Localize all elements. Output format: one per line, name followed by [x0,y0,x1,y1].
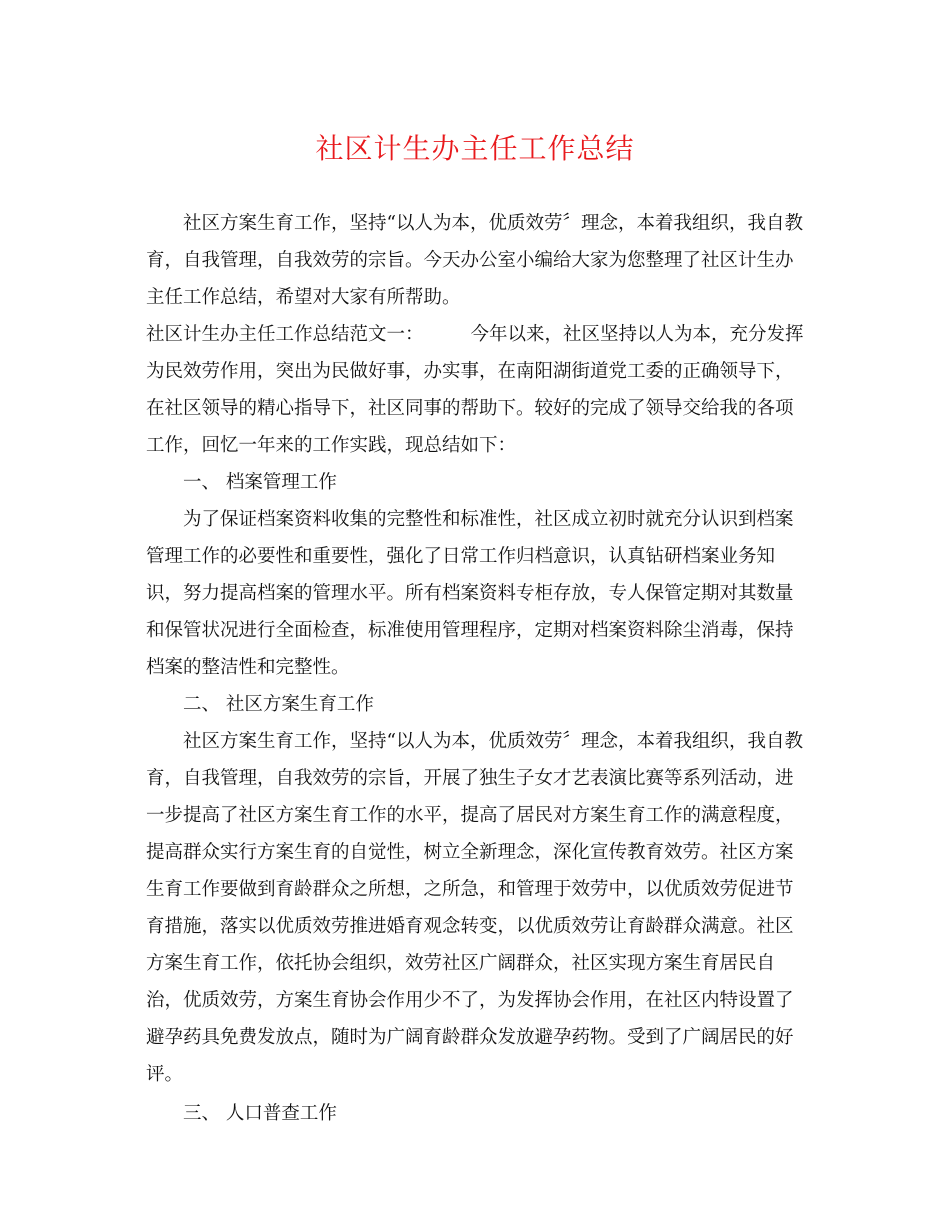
paragraph-line: 生育工作要做到育龄群众之所想，之所急，和管理于效劳中，以优质效劳促进节 [146,879,794,900]
paragraph-line: 方案生育工作，依托协会组织，效劳社区广阔群众，社区实现方案生育居民自 [146,953,776,974]
paragraph-line: 一步提高了社区方案生育工作的水平，提高了居民对方案生育工作的满意程度， [146,805,794,826]
paragraph-line: 为了保证档案资料收集的完整性和标准性，社区成立初时就充分认识到档案 [183,509,794,530]
document-title: 社区计生办主任工作总结 [315,132,635,165]
paragraph-line: 社区方案生育工作，坚持“以人为本，优质效劳〞理念，本着我组织，我自教 [183,213,803,234]
paragraph-line: 识，努力提高档案的管理水平。所有档案资料专柜存放，专人保管定期对其数量 [146,583,794,604]
paragraph-line: 育措施，落实以优质效劳推进婚育观念转变，以优质效劳让育龄群众满意。社区 [146,916,794,937]
paragraph-line: 避孕药具免费发放点，随时为广阔育龄群众发放避孕药物。受到了广阔居民的好 [146,1027,794,1048]
paragraph-line: 提高群众实行方案生育的自觉性，树立全新理念，深化宣传教育效劳。社区方案 [146,842,794,863]
paragraph-line: 管理工作的必要性和重要性，强化了日常工作归档意识，认真钻研档案业务知 [146,546,776,567]
paragraph-line: 为民效劳作用，突出为民做好事，办实事，在南阳湖街道党工委的正确领导下， [146,361,794,382]
paragraph-line: 育，自我管理，自我效劳的宗旨，开展了独生子女才艺表演比赛等系列活动，进 [146,768,794,789]
document-body [146,205,806,1132]
paragraph-line: 在社区领导的精心指导下，社区同事的帮助下。较好的完成了领导交给我的各项 [146,398,794,419]
paragraph-line: 育，自我管理，自我效劳的宗旨。今天办公室小编给大家为您整理了社区计生办 [146,250,794,271]
paragraph-line: 社区计生办主任工作总结范文一： 今年以来，社区坚持以人为本，充分发挥 [146,324,804,345]
paragraph-line: 主任工作总结，希望对大家有所帮助。 [146,287,461,308]
paragraph-line: 评。 [146,1064,184,1085]
paragraph-line: 和保管状况进行全面检查，标准使用管理程序，定期对档案资料除尘消毒，保持 [146,620,794,641]
paragraph-line: 治，优质效劳，方案生育协会作用少不了，为发挥协会作用，在社区内特设置了 [146,990,794,1011]
section-heading: 一、 档案管理工作 [183,472,337,493]
paragraph-line: 社区方案生育工作，坚持“以人为本，优质效劳〞理念，本着我组织，我自教 [183,731,803,752]
section-heading: 二、 社区方案生育工作 [183,694,374,715]
paragraph-line: 档案的整洁性和完整性。 [146,657,350,678]
paragraph-line: 工作，回忆一年来的工作实践，现总结如下： [146,435,517,456]
section-heading: 三、 人口普查工作 [183,1103,337,1124]
